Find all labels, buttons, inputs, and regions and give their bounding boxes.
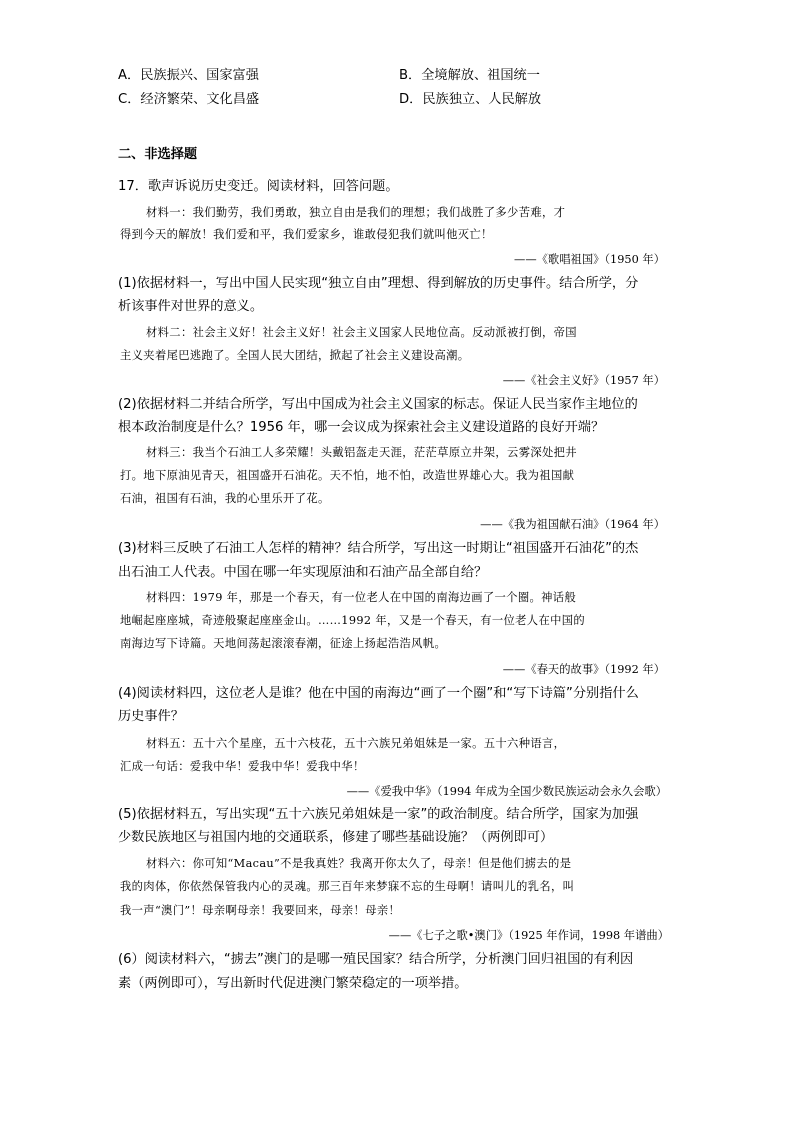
- material-3-line: 打。地下原油见青天，祖国盛开石油花。天不怕，地不怕，改造世界雄心大。我为祖国献: [120, 469, 575, 482]
- question-4-line: 历史事件？: [118, 709, 184, 724]
- material-1-line: 得到今天的解放！我们爱和平，我们爱家乡，谁敢侵犯我们就叫他灭亡！: [120, 228, 493, 241]
- material-3-line: 石油，祖国有石油，我的心里乐开了花。: [120, 492, 330, 505]
- question-2-line: (2)依据材料二并结合所学，写出中国成为社会主义国家的标志。保证人民当家作主地位的: [118, 397, 638, 412]
- question-3-line: 出石油工人代表。中国在哪一年实现原油和石油产品全部自给？: [118, 565, 488, 580]
- question-1-line: 析该事件对世界的意义。: [118, 299, 264, 314]
- question-stem: 17．歌声诉说历史变迁。阅读材料，回答问题。: [118, 179, 399, 194]
- material-4-source: ——《春天的故事》（1992 年）: [502, 663, 665, 676]
- question-4-line: (4)阅读材料四，这位老人是谁？他在中国的南海边“画了一个圈”和“写下诗篇”分别指什么: [118, 686, 639, 701]
- question-6-line: (6）阅读材料六，“掳去”澳门的是哪一殖民国家？结合所学，分析澳门回归祖国的有利因: [118, 952, 634, 967]
- material-2-line: 主义夹着尾巴逃跑了。全国人民大团结，掀起了社会主义建设高潮。: [120, 349, 470, 362]
- material-1-source: ——《歌唱祖国》（1950 年）: [514, 253, 665, 266]
- question-5-line: (5)依据材料五，写出实现“五十六族兄弟姐妹是一家”的政治制度。结合所学，国家为加强: [118, 807, 639, 822]
- material-4-line: 材料四：1979 年，那是一个春天，有一位老人在中国的南海边画了一个圈。神话般: [146, 591, 577, 604]
- material-1-line: 材料一：我们勤劳，我们勇敢，独立自由是我们的理想；我们战胜了多少苦难，才: [146, 206, 566, 219]
- material-3-line: 材料三：我当个石油工人多荣耀！头戴铝盔走天涯，茫茫草原立井架，云雾深处把井: [146, 446, 577, 459]
- material-5-line: 材料五：五十六个星座，五十六枝花，五十六族兄弟姐妹是一家。五十六种语言，: [146, 737, 566, 750]
- section-title: 二、非选择题: [118, 147, 198, 162]
- material-4-line: 南海边写下诗篇。天地间荡起滚滚春潮，征途上扬起浩浩风帆。: [120, 637, 447, 650]
- material-4-line: 地崛起座座城，奇迹般聚起座座金山。……1992 年，又是一个春天，有一位老人在中国的: [120, 614, 586, 627]
- question-3-line: (3)材料三反映了石油工人怎样的精神？结合所学，写出这一时期让“祖国盛开石油花”的杰: [118, 541, 639, 556]
- option-b: B．全境解放、祖国统一: [399, 68, 540, 83]
- option-d: D．民族独立、人民解放: [399, 92, 542, 107]
- material-5-line: 汇成一句话：爱我中华！爱我中华！爱我中华！: [120, 760, 365, 773]
- question-2-line: 根本政治制度是什么？1956 年，哪一会议成为探索社会主义建设道路的良好开端？: [118, 420, 605, 435]
- question-6-line: 素（两例即可），写出新时代促进澳门繁荣稳定的一项举措。: [118, 976, 468, 991]
- material-6-line: 材料六：你可知“Macau”不是我真姓？我离开你太久了，母亲！但是他们掳去的是: [146, 857, 572, 870]
- material-2-line: 材料二：社会主义好！社会主义好！社会主义国家人民地位高。反动派被打倒，帝国: [146, 326, 577, 339]
- material-3-source: ——《我为祖国献石油》（1964 年）: [480, 518, 665, 531]
- material-5-source: ——《爱我中华》（1994 年成为全国少数民族运动会永久会歌）: [346, 785, 667, 798]
- question-1-line: (1)依据材料一，写出中国人民实现“独立自由”理想、得到解放的历史事件。结合所学，分: [118, 276, 639, 291]
- option-c: C．经济繁荣、文化昌盛: [118, 92, 260, 107]
- material-2-source: ——《社会主义好》（1957 年）: [502, 374, 665, 387]
- option-a: A．民族振兴、国家富强: [118, 68, 259, 83]
- material-6-line: 我的肉体，你依然保管我内心的灵魂。那三百年来梦寐不忘的生母啊！请叫儿的乳名，叫: [120, 880, 575, 893]
- question-5-line: 少数民族地区与祖国内地的交通联系，修建了哪些基础设施？（两例即可）: [118, 830, 554, 845]
- material-6-source: ——《七子之歌•澳门》（1925 年作词，1998 年谱曲）: [388, 929, 669, 942]
- material-6-line: 我一声“澳门”！母亲啊母亲！我要回来，母亲！母亲！: [120, 904, 401, 917]
